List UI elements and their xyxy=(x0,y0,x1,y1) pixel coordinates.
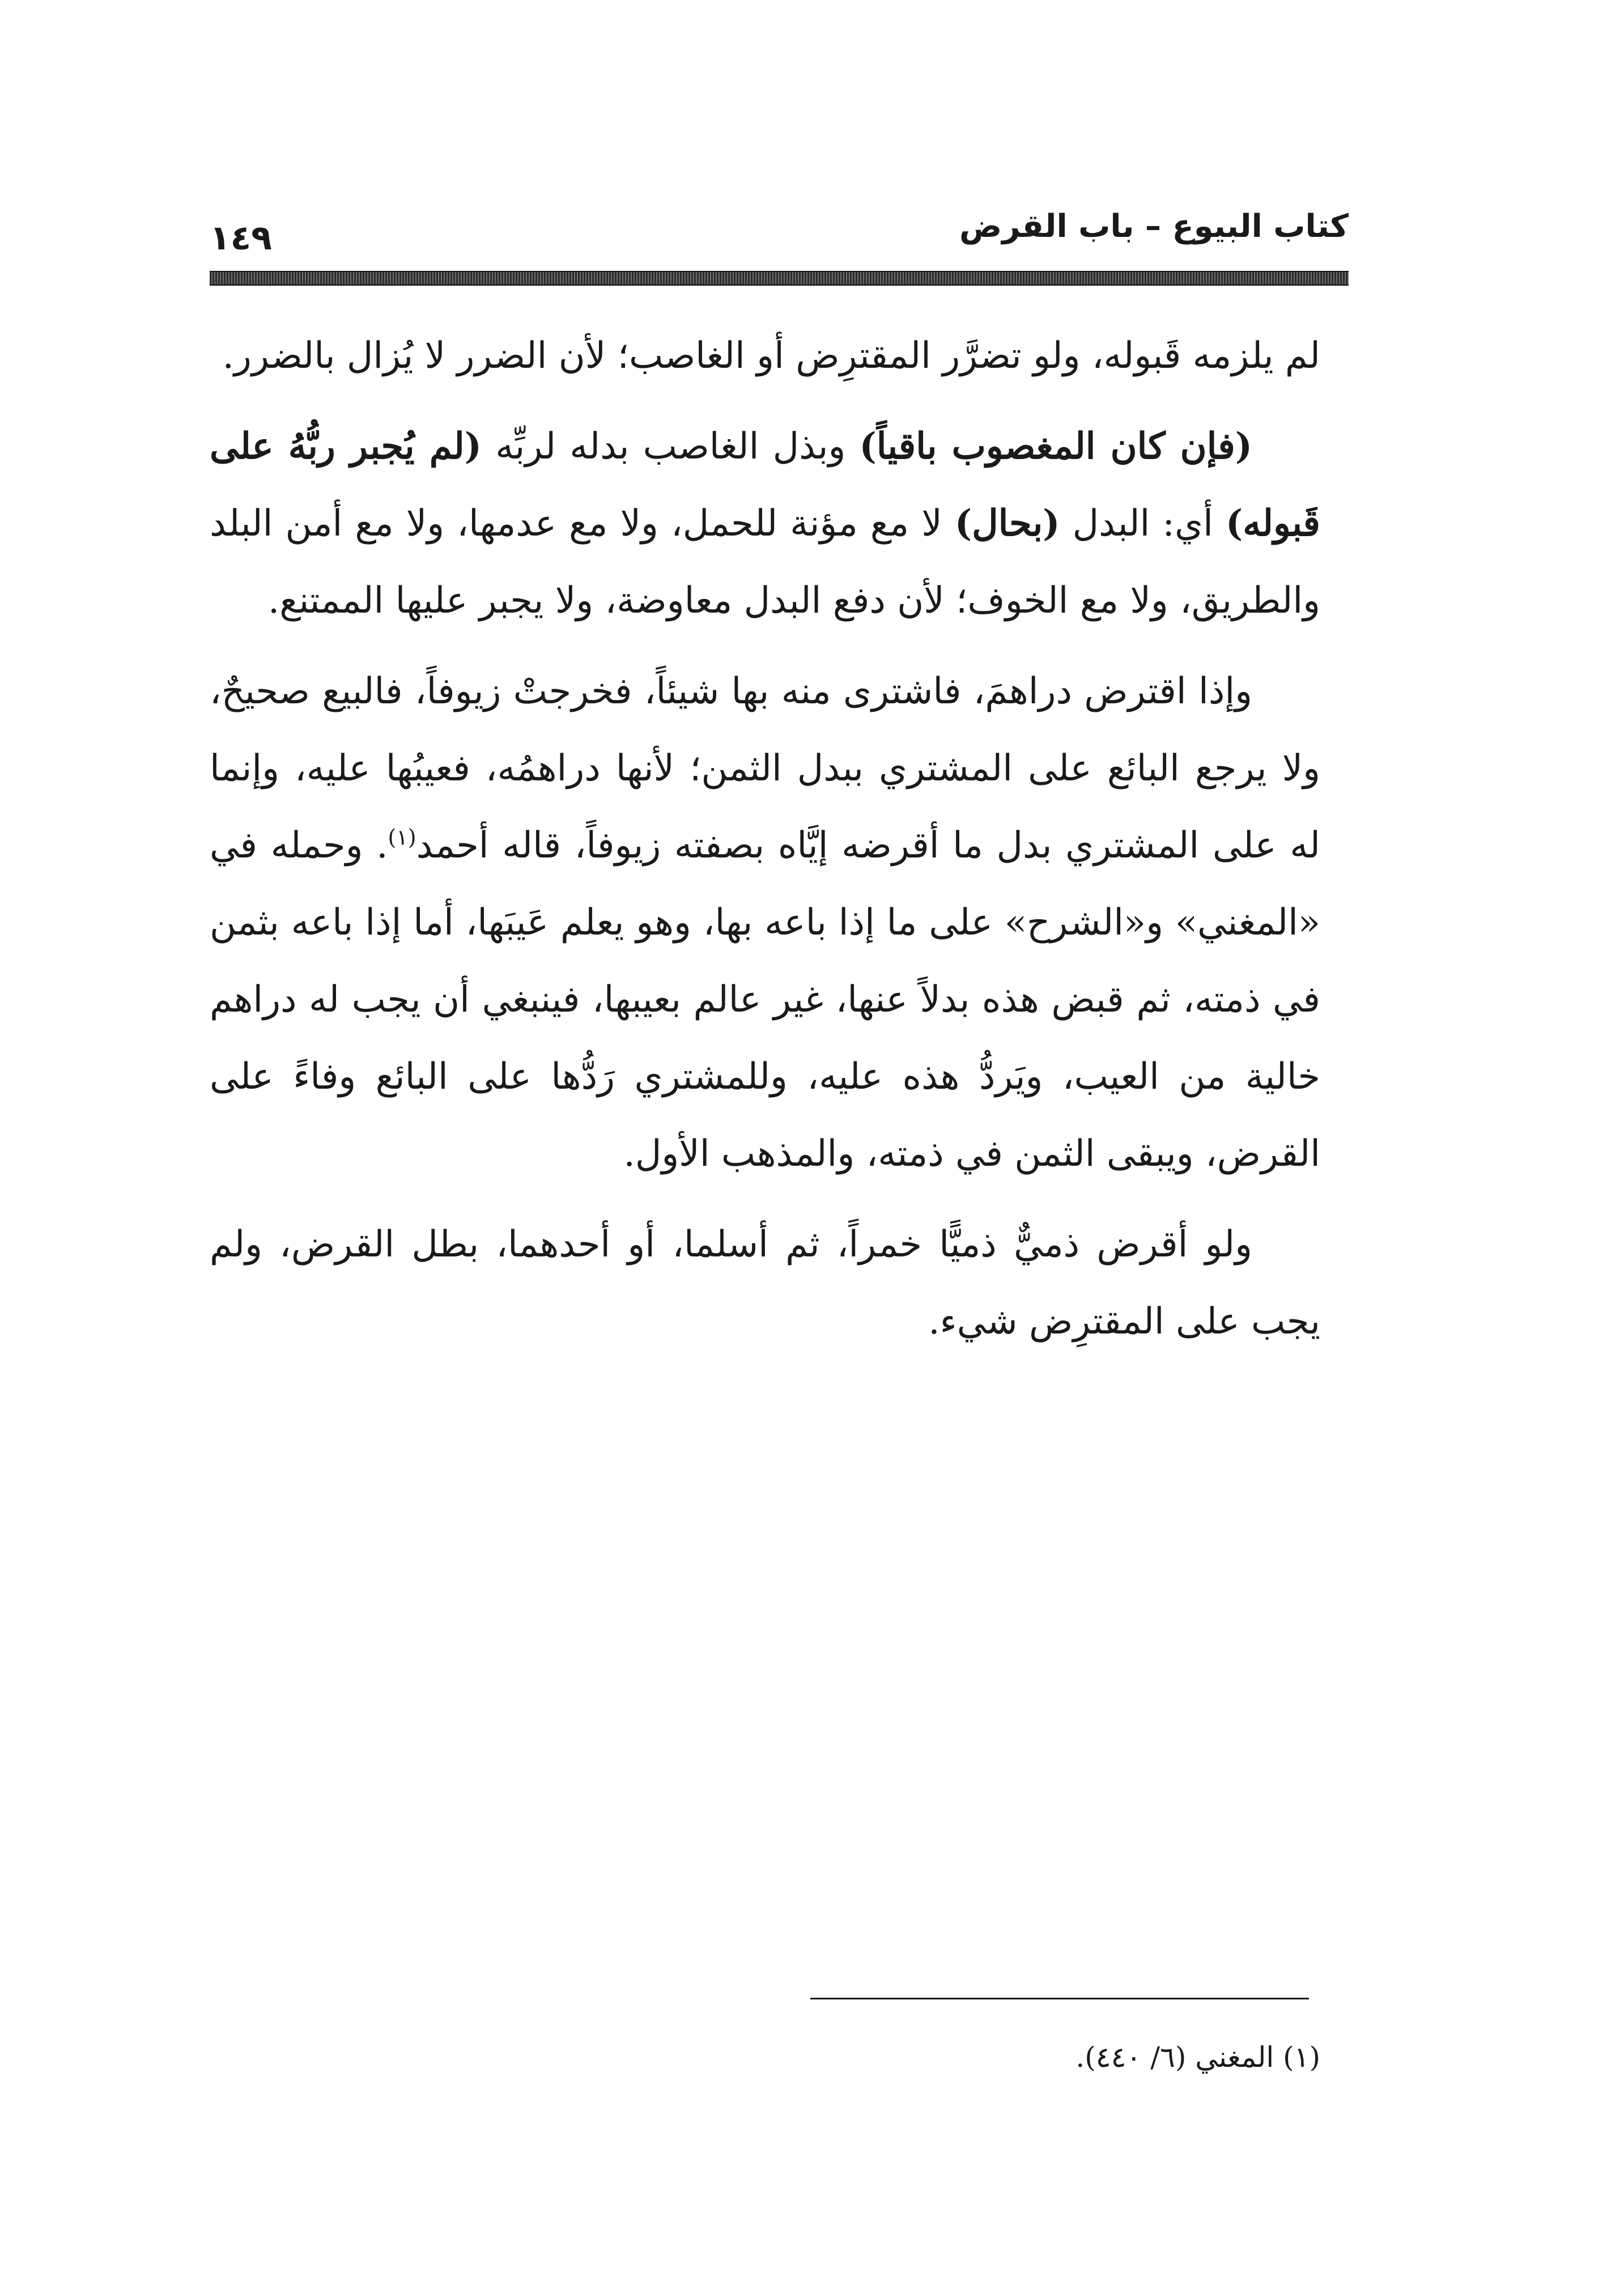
paragraph-3-continuation: . وحمله في «المغني» و«الشرح» على ما إذا باعه بها، وهو يعلم عَيبَها، أما إذا باعه بثمن في ذمته، ثم قبض هذه بدلاً عنها، غير عالم بعيبها، فينبغي أن يجب له دراهم خالية من العيب، ويَردُّ هذه عليه، وللمشتري رَدُّها على البائع وفاءً على القرض، ويبقى الثمن في ذمته، والمذهب الأول. xyxy=(210,825,1321,1175)
footnote-separator xyxy=(810,1998,1309,1999)
header-title: كتاب البيوع – باب القرض xyxy=(959,208,1349,245)
paragraph-3 xyxy=(210,653,1320,1192)
body-text xyxy=(210,317,1320,1360)
footnote-reference[interactable]: (١) xyxy=(388,825,416,850)
paragraph-4: ولو أقرض ذميٌّ ذميًّا خمراً، ثم أسلما، أو أحدهما، بطل القرض، ولم يجب على المقترِض شيء. xyxy=(210,1224,1320,1343)
paragraph-2 xyxy=(210,408,1320,639)
footnote-1: (١) المغني (٦/ ٤٤٠). xyxy=(1075,2041,1320,2074)
header-rule xyxy=(210,271,1349,286)
sharh-text: لا مع مؤنة للحمل، ولا مع عدمها، ولا مع أمن البلد والطريق، ولا مع الخوف؛ لأن دفع البدل معاوضة، ولا يجبر عليها الممتنع. xyxy=(210,503,1320,622)
sharh-text: وبذل الغاصب بدله لربِّه xyxy=(482,426,860,468)
sharh-text: أي: البدل xyxy=(1060,503,1226,545)
matn-phrase: (بحال) xyxy=(954,502,1060,545)
matn-phrase: (فإن كان المغصوب باقياً) xyxy=(859,425,1252,468)
matn-phrase: (لم يُجبر ربُّهُ على قَبوله) xyxy=(210,425,1320,545)
paragraph-1: لم يلزمه قَبوله، ولو تضرَّر المقترِض أو الغاصب؛ لأن الضرر لا يُزال بالضرر. xyxy=(222,335,1320,377)
running-header xyxy=(210,198,1349,266)
paragraph-3-text: وإذا اقترض دراهمَ، فاشترى منه بها شيئاً، فخرجتْ زيوفاً، فالبيع صحيحٌ، ولا يرجع البائع على المشتري ببدل الثمن؛ لأنها دراهمُه، فعيبُها عليه، وإنما له على المشتري بدل ما أقرضه إيَّاه بصفته زيوفاً، قاله أحمد xyxy=(210,670,1321,867)
page-number: ١٤٩ xyxy=(210,218,272,258)
